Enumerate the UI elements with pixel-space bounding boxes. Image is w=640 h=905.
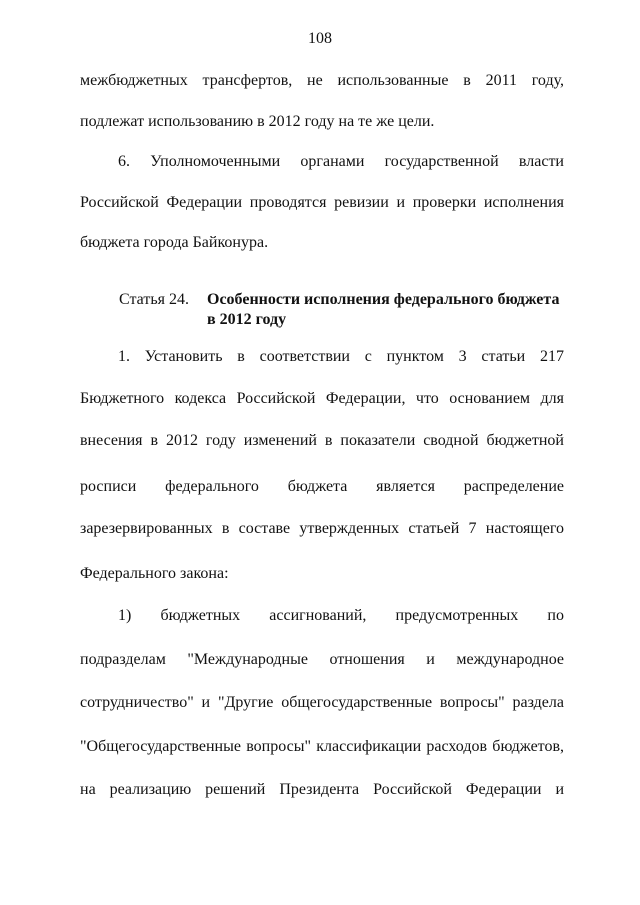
text-line: на реализацию решений Президента Российской Федерации и: [80, 781, 564, 798]
text-line: внесения в 2012 году изменений в показатели сводной бюджетной: [80, 432, 564, 449]
text-line: подлежат использованию в 2012 году на те же цели.: [80, 113, 435, 130]
text-line: межбюджетных трансфертов, не использованные в 2011 году,: [80, 72, 564, 89]
text-line: зарезервированных в составе утвержденных статьей 7 настоящего: [80, 520, 564, 537]
text-line: бюджета города Байконура.: [80, 234, 269, 251]
page-number: 108: [308, 30, 332, 47]
article-label: Статья 24.: [119, 291, 189, 308]
text-line: Российской Федерации проводятся ревизии и проверки исполнения: [80, 194, 564, 211]
article-title: [207, 290, 563, 330]
text-line: сотрудничество" и "Другие общегосударственные вопросы" раздела: [80, 694, 564, 711]
text-line: Федерального закона:: [80, 565, 229, 582]
article-title-line: в 2012 году: [207, 311, 287, 328]
subitem-1-start: 1) бюджетных ассигнований, предусмотренных по: [118, 607, 564, 624]
text-line: росписи федерального бюджета является распределение: [80, 478, 564, 495]
article-title-line: Особенности исполнения федерального бюджета: [207, 291, 560, 308]
text-line: подразделам "Международные отношения и международное: [80, 651, 564, 668]
paragraph-1-start: 1. Установить в соответствии с пунктом 3 статьи 217: [118, 348, 564, 365]
paragraph-6-start: 6. Уполномоченными органами государственной власти: [118, 153, 564, 170]
text-line: Бюджетного кодекса Российской Федерации, что основанием для: [80, 390, 564, 407]
text-line: "Общегосударственные вопросы" классификации расходов бюджетов,: [80, 738, 564, 755]
